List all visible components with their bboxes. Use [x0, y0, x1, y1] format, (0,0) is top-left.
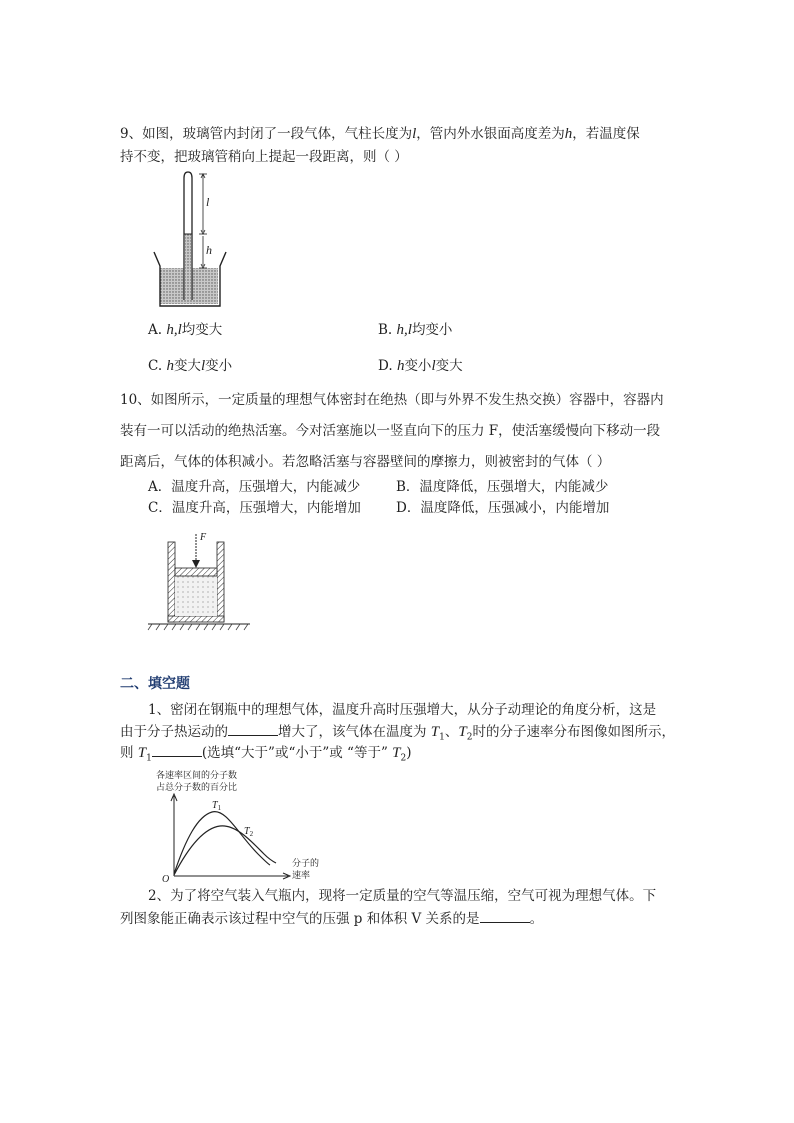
q9-stem-a: 9、如图，玻璃管内封闭了一段气体，气柱长度为 [120, 126, 413, 142]
f1-blank-1[interactable] [228, 721, 278, 736]
f1-graph-ylabel-1: 各速率区间的分子数 [156, 771, 238, 781]
q9-option-c: C. h变大l变小 [148, 358, 233, 374]
q9-stem-line1 [120, 124, 640, 144]
f1-graph-origin: O [162, 874, 170, 885]
section-heading-fill-in: 二、填空题 [120, 676, 190, 692]
f1-stem-line1: 1、密闭在钢瓶中的理想气体，温度升高时压强增大，从分子动理论的角度分析，这是 [148, 702, 657, 718]
q9-mercury-tube-figure [148, 168, 234, 310]
q9-option-b: B. h,l均变小 [378, 322, 453, 338]
q10-fig-label-F: F [200, 532, 207, 543]
f1-graph-ylabel-2: 占总分子数的百分比 [156, 783, 238, 793]
f1-curve-label-T2: $T_2$ [244, 826, 254, 838]
q10-option-b: B．温度降低，压强增大，内能减少 [396, 479, 609, 495]
q9-stem-b: ，管内外水银面高度差为 [416, 126, 565, 142]
q10-stem-line3: 距离后，气体的体积减小。若忽略活塞与容器壁间的摩擦力，则被密封的气体（ ） [120, 454, 611, 470]
f1-graph-xlabel-1: 分子的 [292, 859, 320, 869]
q9-var-l: l [412, 126, 417, 142]
f1-blank-2[interactable] [152, 742, 202, 757]
q9-fig-label-h: h [206, 243, 212, 257]
q9-option-a: A. h,l均变大 [148, 322, 223, 338]
f1-stem-line2: 由于分子热运动的 增大了，该气体在温度为 $T_1$、$T_2$时的分子速率分布图像如图所示， [120, 721, 675, 748]
f2-blank[interactable] [480, 908, 530, 923]
f2-stem-line2: 列图象能正确表示该过程中空气的压强 p 和体积 V 关系的是 。 [120, 908, 543, 929]
f2-stem-line1: 2、为了将空气装入气瓶内，现将一定质量的空气等温压缩，空气可视为理想气体。下 [148, 888, 657, 904]
q9-option-d: D. h变小l变大 [378, 358, 463, 374]
q10-option-d: D．温度降低，压强减小，内能增加 [396, 500, 610, 516]
q10-option-a: A．温度升高，压强增大，内能减少 [148, 479, 361, 495]
f1-curve-T2 [174, 826, 276, 875]
q10-piston-figure [146, 530, 254, 632]
q9-stem-line2: 持不变，把玻璃管稍向上提起一段距离，则（ ） [120, 149, 408, 165]
q10-option-c: C．温度升高，压强增大，内能增加 [148, 500, 361, 516]
f1-curve-T1 [174, 812, 270, 874]
f1-curve-label-T1: $T_1$ [212, 800, 222, 812]
q10-stem-line1: 10、如图所示，一定质量的理想气体密封在绝热（即与外界不发生热交换）容器中，容器内 [120, 392, 664, 408]
f1-speed-distribution-graph [156, 768, 326, 884]
q9-var-h: h [564, 126, 573, 142]
q9-fig-label-l: l [206, 195, 210, 209]
q10-stem-line2: 装有一可以活动的绝热活塞。今对活塞施以一竖直向下的压力 F，使活塞缓慢向下移动一段 [120, 423, 661, 439]
f1-stem-line3: 则 $T_1$ (选填“大于”或“小于”或 “等于” $T_2$) [120, 742, 412, 769]
f1-graph-xlabel-2: 速率 [292, 871, 311, 881]
q9-stem-c: ，若温度保 [572, 126, 640, 142]
